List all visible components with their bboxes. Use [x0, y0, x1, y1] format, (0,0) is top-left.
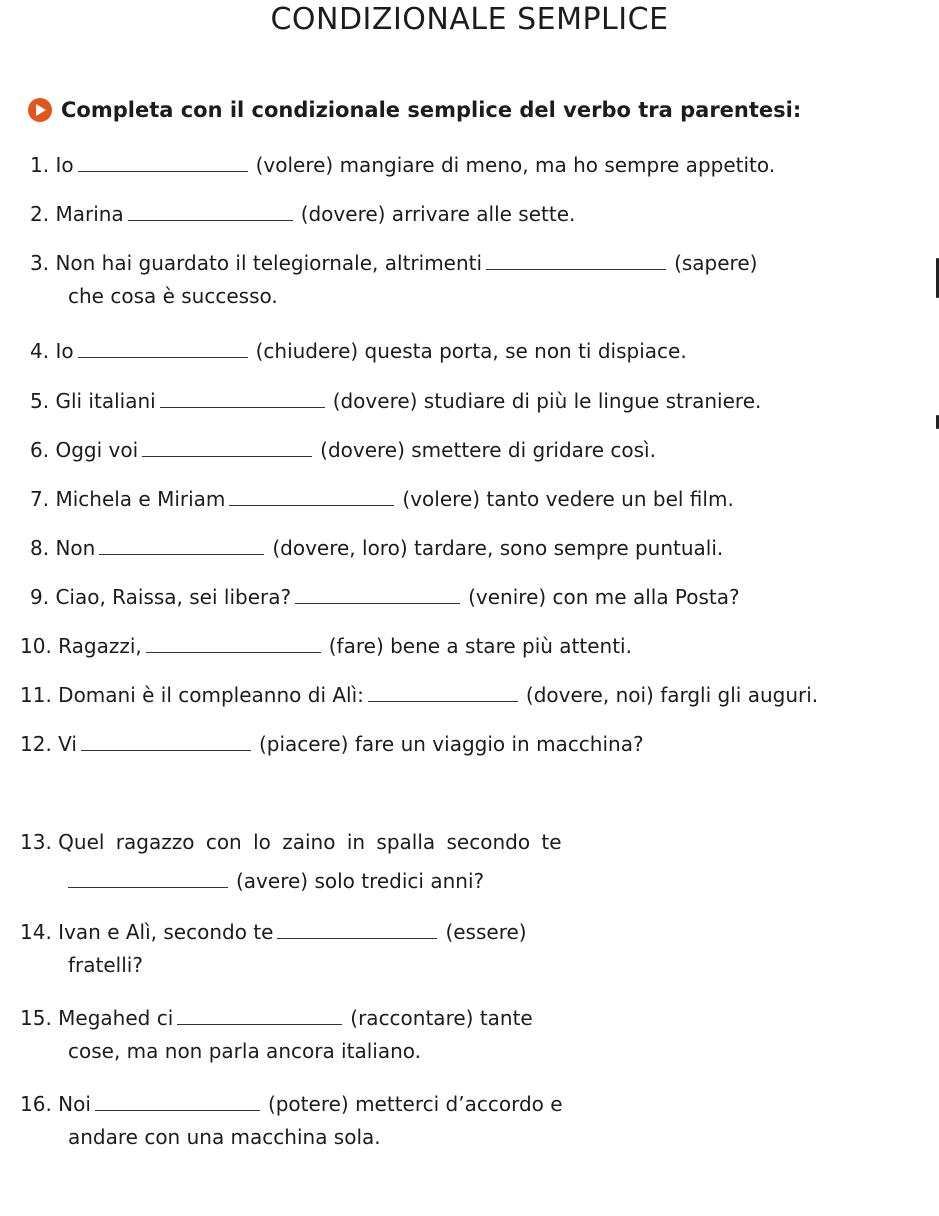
answer-blank-1[interactable]	[78, 150, 248, 172]
answer-blank-3[interactable]	[486, 248, 666, 270]
exercise-item-13: 13. Quel ragazzo con lo zaino in spalla secondo te	[20, 830, 562, 854]
play-arrow-icon	[28, 98, 52, 122]
answer-blank-15[interactable]	[177, 1003, 342, 1025]
exercise-item-4: 4. Io (chiudere) questa porta, se non ti dispiace.	[30, 336, 687, 363]
exercise-item-10: 10. Ragazzi, (fare) bene a stare più attenti.	[20, 631, 632, 658]
exercise-item-11: 11. Domani è il compleanno di Alì: (dovere, noi) fargli gli auguri.	[20, 680, 818, 707]
exercise-item-5: 5. Gli italiani (dovere) studiare di più le lingue straniere.	[30, 386, 761, 413]
answer-blank-7[interactable]	[229, 484, 394, 506]
page-title: CONDIZIONALE SEMPLICE	[270, 2, 669, 37]
exercise-item-7: 7. Michela e Miriam (volere) tanto vedere un bel film.	[30, 484, 734, 511]
answer-blank-2[interactable]	[128, 199, 293, 221]
instruction	[28, 98, 801, 122]
answer-blank-8[interactable]	[99, 533, 264, 555]
exercise-item-3: 3. Non hai guardato il telegiornale, altrimenti (sapere)	[30, 248, 757, 275]
answer-blank-11[interactable]	[368, 680, 518, 702]
answer-blank-6[interactable]	[142, 435, 312, 457]
exercise-item-15-continuation: cose, ma non parla ancora italiano.	[68, 1039, 421, 1063]
exercise-item-8: 8. Non (dovere, loro) tardare, sono sempre puntuali.	[30, 533, 723, 560]
exercise-item-6: 6. Oggi voi (dovere) smettere di gridare così.	[30, 435, 656, 462]
exercise-item-13-continuation: (avere) solo tredici anni?	[68, 866, 484, 893]
answer-blank-9[interactable]	[295, 582, 460, 604]
exercise-item-14-continuation: fratelli?	[68, 953, 143, 977]
exercise-item-12: 12. Vi (piacere) fare un viaggio in macchina?	[20, 729, 644, 756]
exercise-item-15: 15. Megahed ci (raccontare) tante	[20, 1003, 533, 1030]
answer-blank-5[interactable]	[160, 386, 325, 408]
answer-blank-4[interactable]	[78, 336, 248, 358]
answer-blank-10[interactable]	[146, 631, 321, 653]
exercise-item-3-continuation: che cosa è successo.	[68, 284, 278, 308]
exercise-item-16-continuation: andare con una macchina sola.	[68, 1125, 381, 1149]
answer-blank-14[interactable]	[277, 917, 437, 939]
exercise-item-2: 2. Marina (dovere) arrivare alle sette.	[30, 199, 575, 226]
exercise-item-16: 16. Noi (potere) metterci d’accordo e	[20, 1089, 563, 1116]
exercise-item-1: 1. Io (volere) mangiare di meno, ma ho sempre appetito.	[30, 150, 775, 177]
answer-blank-12[interactable]	[81, 729, 251, 751]
answer-blank-13[interactable]	[68, 866, 228, 888]
exercise-item-14: 14. Ivan e Alì, secondo te (essere)	[20, 917, 527, 944]
exercise-item-9: 9. Ciao, Raissa, sei libera? (venire) con me alla Posta?	[30, 582, 740, 609]
instruction-text: Completa con il condizionale semplice del verbo tra parentesi:	[61, 98, 802, 122]
answer-blank-16[interactable]	[95, 1089, 260, 1111]
